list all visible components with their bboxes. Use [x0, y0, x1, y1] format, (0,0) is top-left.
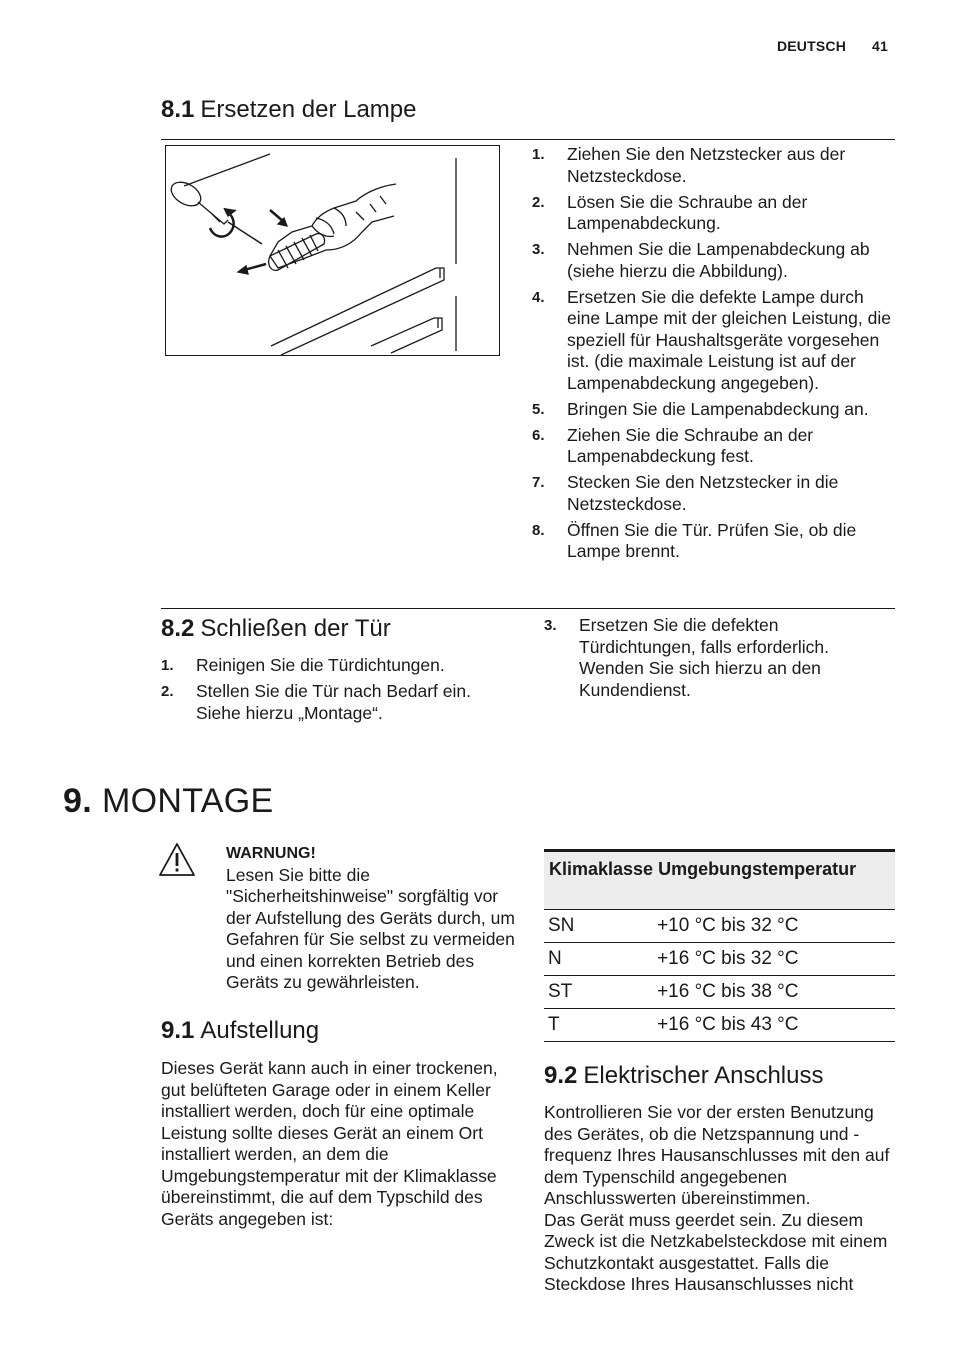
- section-number: 9.1: [161, 1017, 195, 1044]
- door-closing-steps-right: [544, 615, 896, 706]
- warning-title: WARNUNG!: [226, 845, 316, 862]
- list-item: [161, 655, 506, 677]
- section-divider: [161, 139, 895, 140]
- step-number: 3.: [532, 241, 545, 258]
- column-header-class: Klimaklasse: [544, 851, 653, 910]
- step-text: Öffnen Sie die Tür. Prüfen Sie, ob die Lampe brennt.: [567, 519, 857, 561]
- section-number: 9.2: [544, 1062, 578, 1089]
- step-number: 1.: [161, 657, 174, 674]
- electrical-connection-text: [544, 1102, 900, 1296]
- column-header-temperature: Umgebungstemperatur: [653, 851, 895, 910]
- table-cell: +16 °C bis 43 °C: [653, 1009, 895, 1042]
- page-number: 41: [872, 38, 888, 54]
- chapter-number: 9.: [63, 782, 92, 820]
- table-row: [544, 910, 895, 943]
- section-9-1-heading: [161, 1017, 319, 1045]
- table-cell: +16 °C bis 38 °C: [653, 976, 895, 1009]
- step-number: 1.: [532, 146, 545, 163]
- electrical-paragraph-1: Kontrollieren Sie vor der ersten Benutzung des Gerätes, ob die Netzspannung und -frequenz Ihres Hausanschlusses mit den auf dem Typenschild angegebenen Anschlusswerten übereinstimmen.: [544, 1102, 890, 1208]
- step-number: 6.: [532, 426, 545, 444]
- step-number: 4.: [532, 288, 545, 306]
- list-item: [544, 615, 896, 701]
- table-cell: +16 °C bis 32 °C: [653, 943, 895, 976]
- step-text: Bringen Sie die Lampenabdeckung an.: [567, 398, 869, 419]
- step-text: Reinigen Sie die Türdichtungen.: [196, 655, 445, 675]
- table-row: [544, 976, 895, 1009]
- step-text: Ziehen Sie die Schraube an der Lampenabdeckung fest.: [567, 424, 814, 466]
- table-cell: SN: [544, 910, 653, 943]
- list-item: [532, 239, 896, 282]
- section-number: 8.1: [161, 96, 195, 123]
- step-number: 2.: [161, 683, 174, 700]
- list-item: [532, 472, 896, 515]
- table-cell: +10 °C bis 32 °C: [653, 910, 895, 943]
- warning-text: Lesen Sie bitte die "Sicherheitshinweise" sorgfältig vor der Aufstellung des Geräts durch, um Gefahren für Sie selbst zu vermeiden und einen korrekten Betrieb des Geräts zu gewährleisten.: [226, 864, 515, 992]
- list-item: [532, 287, 896, 395]
- step-number: 3.: [544, 617, 557, 634]
- list-item: [532, 425, 896, 468]
- table-row: [544, 1009, 895, 1042]
- step-text: Ersetzen Sie die defekte Lampe durch eine Lampe mit der gleichen Leistung, die speziell für Haushaltsgeräte vorgesehen ist. (die maximale Leistung ist auf der Lampenabdeckung angegeben).: [567, 286, 891, 393]
- list-item: [532, 399, 896, 421]
- step-text: Nehmen Sie die Lampenabdeckung ab (siehe hierzu die Abbildung).: [567, 239, 870, 281]
- list-item: [532, 144, 896, 187]
- door-closing-steps-left: [161, 655, 506, 729]
- lamp-replacement-illustration: [165, 145, 500, 356]
- table-row: [544, 943, 895, 976]
- section-title: Aufstellung: [200, 1017, 320, 1044]
- lamp-cover-diagram: [166, 146, 499, 355]
- section-title: Elektrischer Anschluss: [583, 1062, 824, 1089]
- table-cell: ST: [544, 976, 653, 1009]
- step-text: Ziehen Sie den Netzstecker aus der Netzsteckdose.: [567, 144, 846, 186]
- step-number: 2.: [532, 193, 545, 211]
- lamp-replacement-steps: [532, 144, 896, 567]
- section-title: Schließen der Tür: [200, 615, 391, 642]
- section-divider: [161, 608, 895, 609]
- climate-class-table: [544, 849, 895, 1042]
- chapter-heading: [63, 782, 273, 821]
- list-item: [532, 192, 896, 235]
- step-text: Ersetzen Sie die defekten Türdichtungen, falls erforderlich. Wenden Sie sich hierzu an den Kundendienst.: [579, 615, 829, 700]
- warning-box: [226, 843, 516, 994]
- step-number: 7.: [532, 474, 545, 491]
- step-text: Stecken Sie den Netzstecker in die Netzsteckdose.: [567, 472, 839, 514]
- step-text: Stellen Sie die Tür nach Bedarf ein. Siehe hierzu „Montage“.: [196, 681, 471, 723]
- step-text: Lösen Sie die Schraube an der Lampenabdeckung.: [567, 191, 808, 233]
- section-number: 8.2: [161, 615, 195, 642]
- section-title: Ersetzen der Lampe: [200, 96, 417, 123]
- list-item: [532, 520, 896, 563]
- table-cell: T: [544, 1009, 653, 1042]
- section-9-2-heading: [544, 1062, 823, 1090]
- table-header-row: [544, 851, 895, 910]
- list-item: [161, 681, 506, 724]
- step-number: 5.: [532, 400, 545, 418]
- warning-triangle-icon: [158, 842, 196, 878]
- header-language: DEUTSCH: [776, 38, 847, 54]
- chapter-title: MONTAGE: [101, 782, 274, 820]
- table-cell: N: [544, 943, 653, 976]
- section-8-2-heading: [161, 615, 391, 643]
- electrical-paragraph-2: Das Gerät muss geerdet sein. Zu diesem Zweck ist die Netzkabelsteckdose mit einem Schutzkontakt ausgestattet. Falls die Steckdose Ihres Hausanschlusses nicht: [544, 1209, 888, 1294]
- step-number: 8.: [532, 521, 545, 539]
- page-header: [751, 38, 888, 54]
- section-8-1-heading: [161, 96, 417, 124]
- installation-paragraph: Dieses Gerät kann auch in einer trockenen, gut belüfteten Garage oder in einem Keller installiert werden, doch für eine optimale Leistung sollte dieses Gerät an einem Ort installiert werden, an dem die Umgebungstemperatur mit der Klimaklasse übereinstimmt, die auf dem Typschild des Geräts angegeben ist:: [161, 1058, 498, 1229]
